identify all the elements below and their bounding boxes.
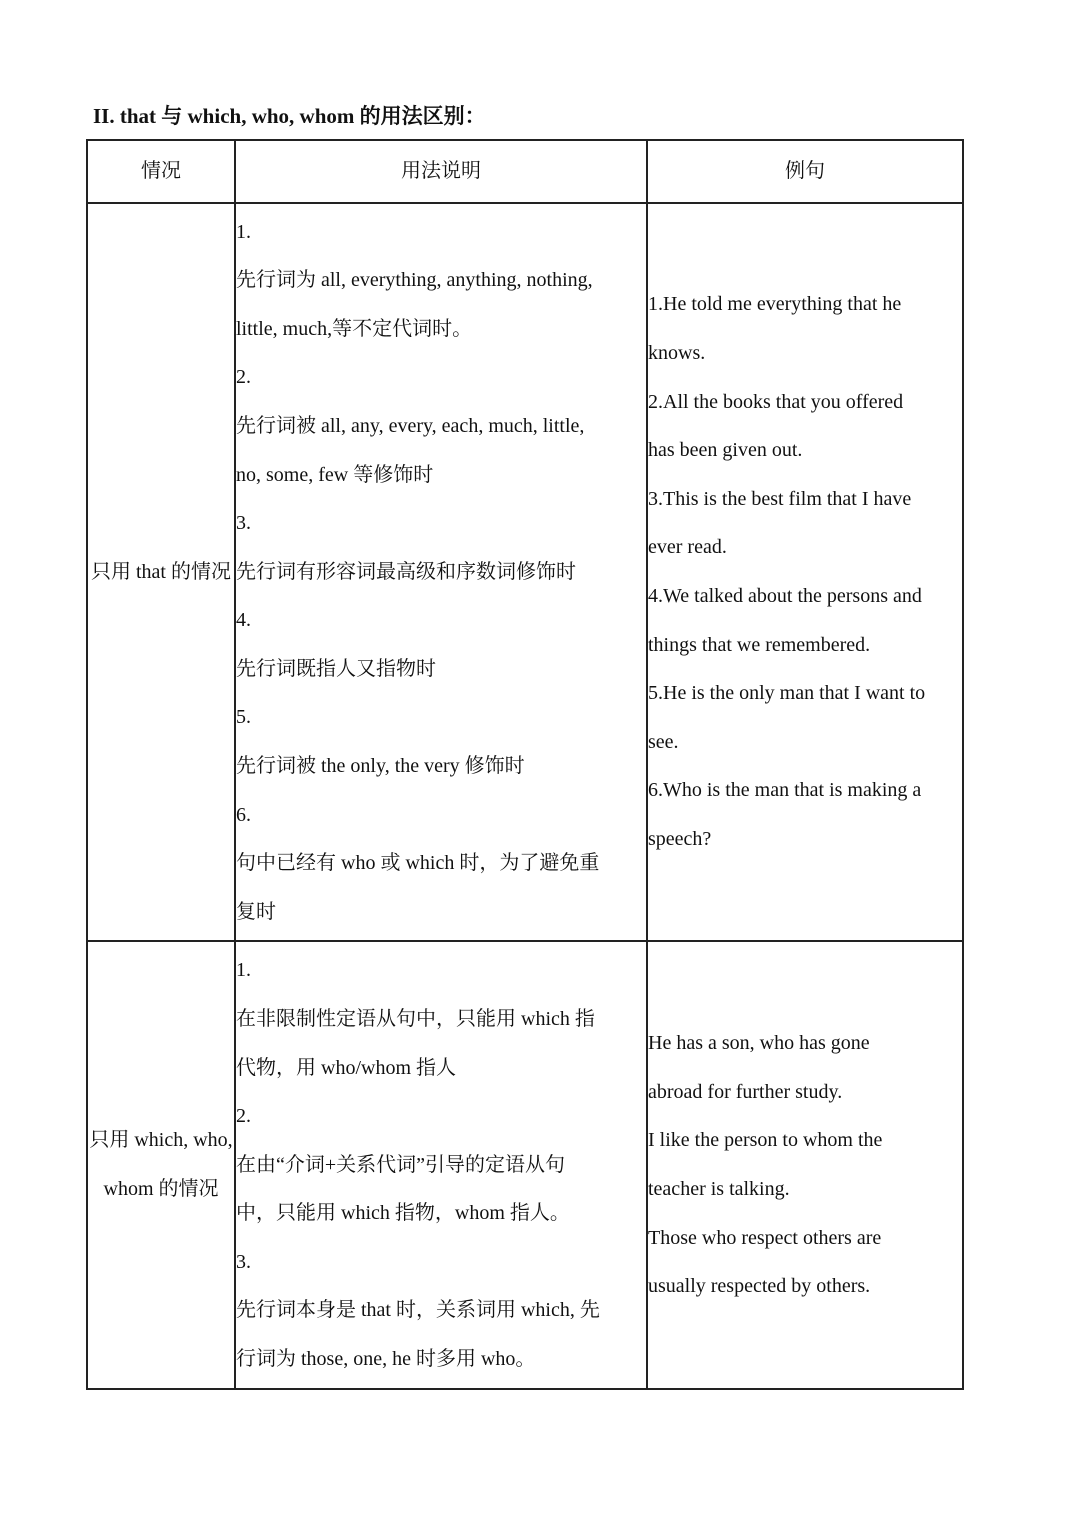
example-line: knows. <box>648 342 706 365</box>
rule-line: 先行词有形容词最高级和序数词修饰时 <box>236 560 576 583</box>
situation-cell: 只用 that 的情况 <box>87 203 235 941</box>
rule-line: 先行词本身是 that 时，关系词用 which, 先 <box>236 1299 600 1322</box>
rule-line: 行词为 those, one, he 时多用 who。 <box>236 1348 536 1371</box>
rule-line: 复时 <box>236 900 276 923</box>
header-usage: 用法说明 <box>235 140 647 203</box>
rule-line: 在由“介词+关系代词”引导的定语从句 <box>236 1153 566 1176</box>
table-header-row <box>87 140 963 203</box>
rule-line: 代物，用 who/whom 指人 <box>236 1056 456 1079</box>
table-row <box>87 203 963 941</box>
example-line: 1.He told me everything that he <box>648 293 902 316</box>
example-line: abroad for further study. <box>648 1080 843 1103</box>
example-line: speech? <box>648 827 712 850</box>
example-line: I like the person to whom the <box>648 1129 883 1152</box>
page-title: II. that 与 which, who, whom 的用法区别： <box>93 104 486 128</box>
rule-line: 2. <box>236 1105 251 1128</box>
usage-comparison-table <box>86 139 964 1390</box>
rule-line: 先行词被 all, any, every, each, much, little, <box>236 414 585 437</box>
examples-cell <box>647 203 963 941</box>
example-line: 5.He is the only man that I want to <box>648 682 926 705</box>
example-line: has been given out. <box>648 439 803 462</box>
example-line: 6.Who is the man that is making a <box>648 779 922 802</box>
example-line: 2.All the books that you offered <box>648 390 904 413</box>
example-line: ever read. <box>648 536 727 559</box>
example-line: teacher is talking. <box>648 1178 790 1200</box>
situation-cell: 只用 which, who, whom 的情况 <box>87 941 235 1389</box>
example-line: He has a son, who has gone <box>648 1032 870 1055</box>
rule-line: 2. <box>236 366 251 389</box>
rule-line: 先行词为 all, everything, anything, nothing, <box>236 269 593 292</box>
example-line: see. <box>648 730 679 753</box>
rule-line: 6. <box>236 803 251 826</box>
rule-line: 4. <box>236 609 251 632</box>
rule-line: 在非限制性定语从句中，只能用 which 指 <box>236 1007 595 1030</box>
rule-line: no, some, few 等修饰时 <box>236 463 434 486</box>
rule-line: 3. <box>236 512 251 535</box>
header-examples: 例句 <box>647 140 963 203</box>
rule-line: 先行词既指人又指物时 <box>236 657 436 680</box>
header-situation: 情况 <box>87 140 235 203</box>
rule-line: little, much,等不定代词时。 <box>236 317 473 340</box>
rules-cell <box>235 941 647 1389</box>
rules-cell <box>235 203 647 941</box>
example-line: 4.We talked about the persons and <box>648 585 922 607</box>
rule-line: 先行词被 the only, the very 修饰时 <box>236 755 525 778</box>
table-row <box>87 941 963 1389</box>
rule-line: 中，只能用 which 指物，whom 指人。 <box>236 1202 570 1225</box>
example-line: usually respected by others. <box>648 1275 871 1298</box>
rule-line: 3. <box>236 1250 251 1273</box>
example-line: things that we remembered. <box>648 633 871 656</box>
rule-line: 1. <box>236 959 251 982</box>
rule-line: 句中已经有 who 或 which 时，为了避免重 <box>236 852 600 875</box>
rule-line: 1. <box>236 220 251 243</box>
example-line: 3.This is the best film that I have <box>648 487 912 510</box>
rule-line: 5. <box>236 706 251 729</box>
example-line: Those who respect others are <box>648 1226 882 1249</box>
examples-cell <box>647 941 963 1389</box>
